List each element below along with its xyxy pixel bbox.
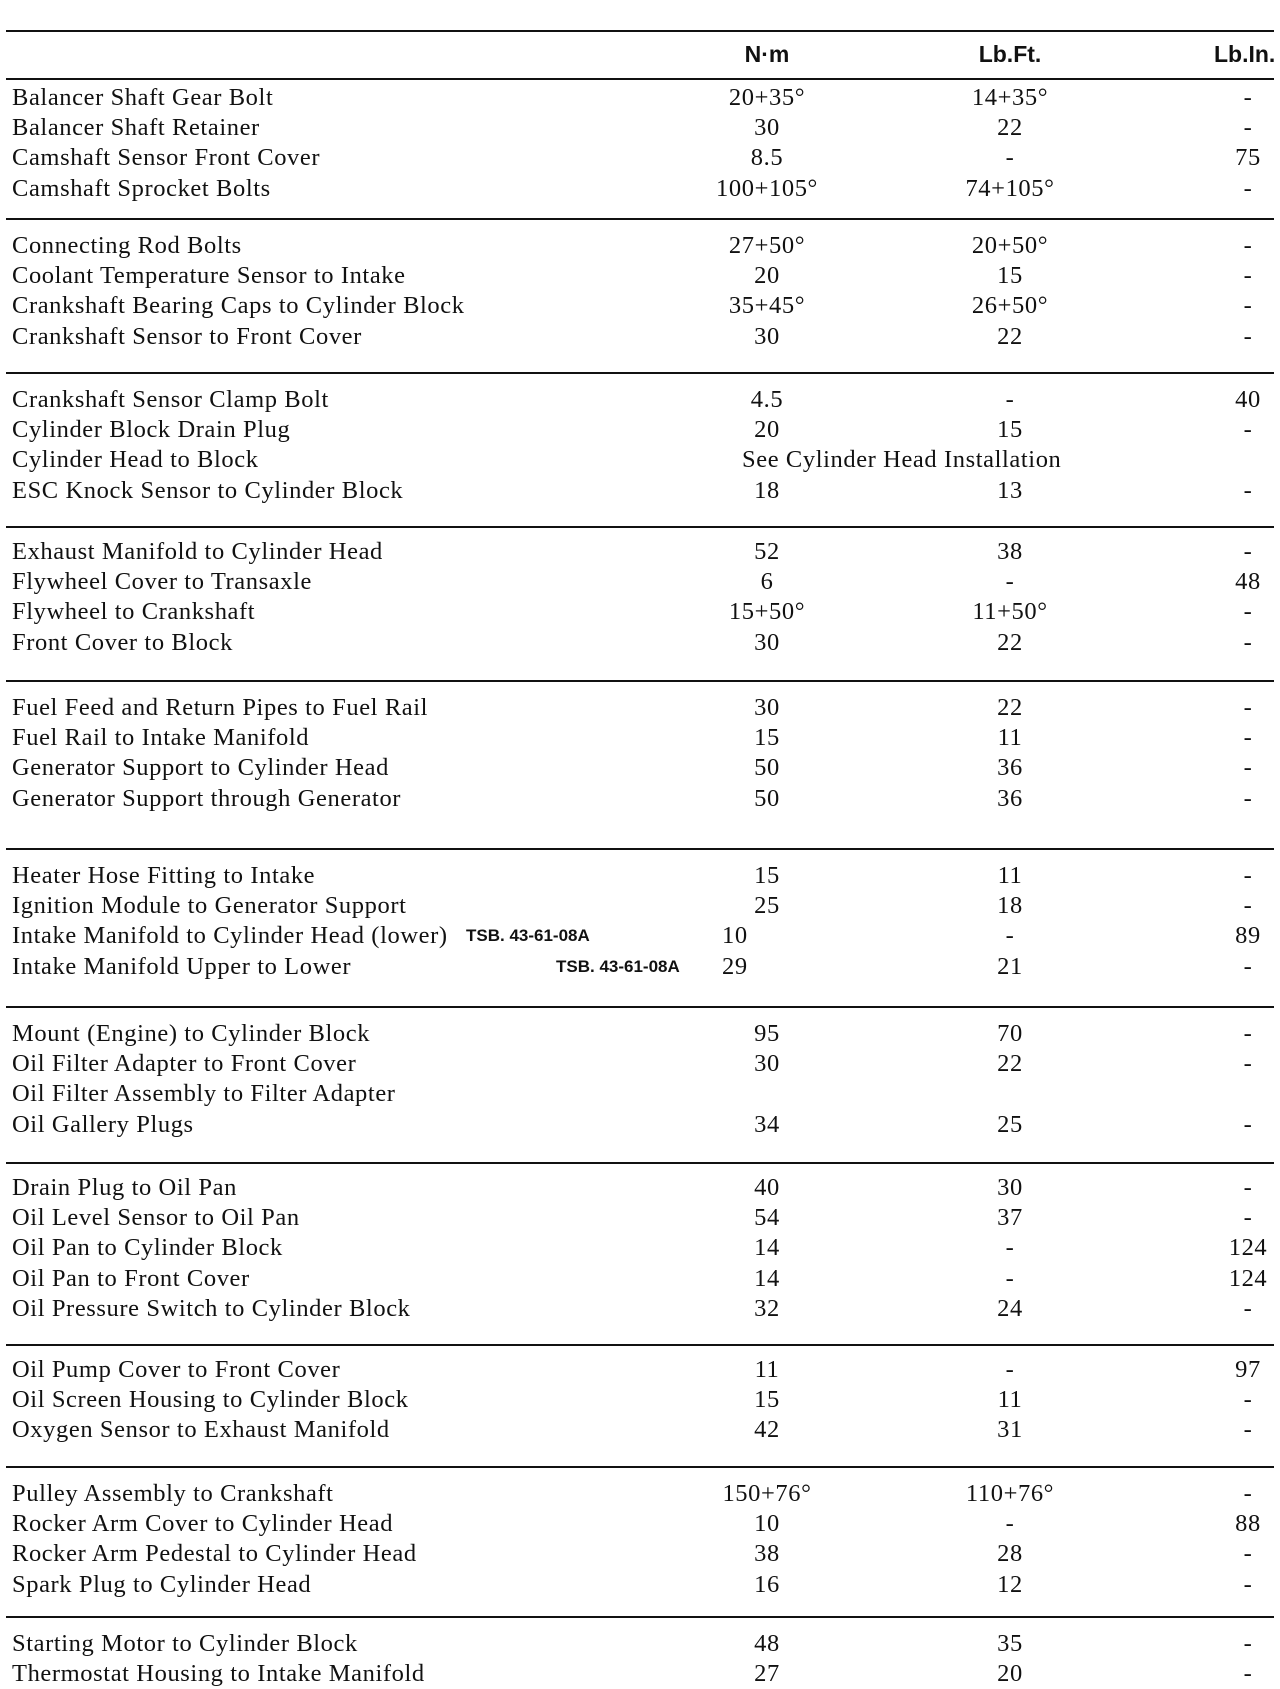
value-nm: 18: [754, 476, 780, 504]
value-nm: 35+45°: [728, 292, 806, 320]
value-lbft: 20+50°: [971, 232, 1049, 259]
value-nm: 20+35°: [728, 84, 806, 111]
spec-name: Flywheel to Crankshaft: [12, 598, 256, 626]
header-lbin: Lb.In.: [1214, 41, 1276, 67]
spec-name: Thermostat Housing to Intake Manifold: [12, 1660, 425, 1688]
value-lbin: -: [1243, 694, 1253, 721]
spec-name: Front Cover to Block: [12, 628, 233, 656]
value-lbin: -: [1243, 724, 1253, 752]
value-lbin: -: [1243, 1570, 1253, 1598]
group-divider: [6, 1006, 1274, 1008]
table-row: [0, 860, 1280, 891]
table-row: [0, 1414, 1280, 1445]
value-lbin: 124: [1228, 1264, 1268, 1292]
table-row: [0, 1354, 1280, 1385]
group-divider: [6, 526, 1274, 528]
group-divider: [6, 848, 1274, 850]
value-lbft: 28: [997, 1540, 1023, 1568]
spec-name: Spark Plug to Cylinder Head: [12, 1570, 312, 1598]
spec-name: Heater Hose Fitting to Intake: [12, 862, 316, 889]
value-lbft: 22: [997, 694, 1023, 721]
table-row: [0, 596, 1280, 627]
value-lbin: -: [1243, 1480, 1253, 1507]
table-row: [0, 1109, 1280, 1140]
spec-name: Intake Manifold to Cylinder Head (lower): [12, 922, 448, 950]
value-nm: 27+50°: [728, 232, 806, 259]
spec-name: ESC Knock Sensor to Cylinder Block: [12, 476, 404, 504]
value-lbft: -: [1005, 1356, 1015, 1383]
value-nm: 42: [754, 1416, 780, 1444]
table-row: [0, 1202, 1280, 1233]
value-lbft: 14+35°: [971, 84, 1049, 111]
table-row: [0, 82, 1280, 113]
value-lbft: 26+50°: [971, 292, 1049, 320]
table-row: [0, 1172, 1280, 1203]
spec-name: Pulley Assembly to Crankshaft: [12, 1480, 334, 1507]
top-rule: [6, 30, 1274, 32]
group-divider: [6, 218, 1274, 220]
table-row: [0, 112, 1280, 143]
table-row: [0, 1508, 1280, 1539]
value-lbin: -: [1243, 628, 1253, 656]
table-row: [0, 260, 1280, 291]
value-nm: 15: [754, 724, 780, 752]
table-row: [0, 890, 1280, 921]
value-lbin: -: [1243, 1020, 1253, 1047]
value-nm: 38: [754, 1540, 780, 1568]
table-row: [0, 692, 1280, 723]
table-row: [0, 1078, 1280, 1109]
value-nm: 150+76°: [722, 1480, 812, 1507]
spec-name: Connecting Rod Bolts: [12, 232, 242, 259]
value-lbft: -: [1005, 1234, 1015, 1262]
value-nm: 50: [754, 754, 780, 782]
spec-name: Camshaft Sensor Front Cover: [12, 144, 321, 172]
value-lbin: -: [1243, 1416, 1253, 1444]
table-row: [0, 783, 1280, 814]
spec-name: Crankshaft Sensor to Front Cover: [12, 322, 362, 350]
value-lbft: 15: [997, 416, 1023, 444]
value-lbft: 11: [997, 1386, 1023, 1414]
table-row: [0, 444, 1280, 475]
table-row: [0, 1628, 1280, 1659]
value-lbin: -: [1243, 1660, 1253, 1688]
table-row: [0, 752, 1280, 783]
value-lbft: 36: [997, 784, 1023, 812]
value-nm: 50: [754, 784, 780, 812]
table-row: [0, 1048, 1280, 1079]
table-row: [0, 1538, 1280, 1569]
spec-name: Oil Pan to Cylinder Block: [12, 1234, 283, 1262]
value-lbin: -: [1243, 1386, 1253, 1414]
value-nm: 20: [754, 416, 780, 444]
value-lbin: -: [1243, 1204, 1253, 1232]
table-row: [0, 142, 1280, 173]
table-row: [0, 173, 1280, 204]
value-lbft: 18: [997, 892, 1023, 920]
table-row: [0, 321, 1280, 352]
value-nm: 29: [722, 952, 748, 980]
spec-name: Cylinder Head to Block: [12, 446, 259, 474]
value-lbft: -: [1005, 386, 1015, 413]
spec-name: Cylinder Block Drain Plug: [12, 416, 291, 444]
spec-name: Drain Plug to Oil Pan: [12, 1174, 237, 1201]
spec-name: Rocker Arm Cover to Cylinder Head: [12, 1510, 394, 1538]
spec-name: Oil Filter Adapter to Front Cover: [12, 1050, 357, 1078]
value-nm: 27: [754, 1660, 780, 1688]
value-lbin: -: [1243, 1540, 1253, 1568]
spec-name: Fuel Rail to Intake Manifold: [12, 724, 310, 752]
value-lbin: 48: [1235, 568, 1261, 596]
spec-name: Intake Manifold Upper to Lower: [12, 952, 352, 980]
value-lbft: 35: [997, 1630, 1023, 1657]
table-row: [0, 1478, 1280, 1509]
value-lbin: -: [1243, 84, 1253, 111]
spec-name: Balancer Shaft Gear Bolt: [12, 84, 274, 111]
value-lbin: 75: [1235, 144, 1261, 172]
spec-name: Exhaust Manifold to Cylinder Head: [12, 538, 383, 565]
value-nm: 30: [754, 114, 780, 142]
value-nm: 20: [754, 262, 780, 290]
value-nm: 11: [754, 1356, 780, 1383]
table-row: [0, 920, 1280, 951]
value-nm: 15+50°: [728, 598, 806, 626]
group-divider: [6, 680, 1274, 682]
spec-name: Starting Motor to Cylinder Block: [12, 1630, 358, 1657]
value-nm: 40: [754, 1174, 780, 1201]
value-nm: 15: [754, 862, 780, 889]
value-lbin: 97: [1235, 1356, 1261, 1383]
value-lbft: 22: [997, 1050, 1023, 1078]
tsb-reference: TSB. 43-61-08A: [466, 926, 590, 946]
value-lbin: -: [1243, 784, 1253, 812]
value-lbft: 37: [997, 1204, 1023, 1232]
value-nm: 54: [754, 1204, 780, 1232]
table-row: [0, 414, 1280, 445]
spec-name: Oil Filter Assembly to Filter Adapter: [12, 1080, 396, 1108]
spec-name: Oil Pump Cover to Front Cover: [12, 1356, 341, 1383]
value-nm: 32: [754, 1294, 780, 1322]
value-lbft: 13: [997, 476, 1023, 504]
table-row: [0, 722, 1280, 753]
table-row: [0, 1018, 1280, 1049]
spec-name: Ignition Module to Generator Support: [12, 892, 407, 920]
table-row: [0, 627, 1280, 658]
spec-name: Camshaft Sprocket Bolts: [12, 174, 271, 202]
spec-name: Generator Support through Generator: [12, 784, 402, 812]
value-lbin: -: [1243, 232, 1253, 259]
value-lbin: -: [1243, 476, 1253, 504]
tsb-reference: TSB. 43-61-08A: [556, 956, 680, 976]
value-nm: 48: [754, 1630, 780, 1657]
value-lbin: -: [1243, 1174, 1253, 1201]
group-divider: [6, 372, 1274, 374]
value-lbft: 25: [997, 1110, 1023, 1138]
table-row: [0, 1569, 1280, 1600]
table-row: [0, 536, 1280, 567]
group-divider: [6, 1162, 1274, 1164]
group-divider: [6, 1466, 1274, 1468]
value-nm: 4.5: [750, 386, 784, 413]
value-nm: 14: [754, 1234, 780, 1262]
value-nm: 16: [754, 1570, 780, 1598]
value-lbft: 24: [997, 1294, 1023, 1322]
value-lbft: 20: [997, 1660, 1023, 1688]
value-lbin: -: [1243, 862, 1253, 889]
value-lbin: -: [1243, 262, 1253, 290]
value-lbft: 74+105°: [965, 174, 1055, 202]
value-lbin: 88: [1235, 1510, 1261, 1538]
value-nm: 52: [754, 538, 780, 565]
value-nm: 30: [754, 628, 780, 656]
spec-name: Crankshaft Sensor Clamp Bolt: [12, 386, 329, 413]
table-row: [0, 1293, 1280, 1324]
value-lbft: -: [1005, 922, 1015, 950]
value-nm: 14: [754, 1264, 780, 1292]
spec-name: Balancer Shaft Retainer: [12, 114, 260, 142]
value-lbft: 11: [997, 724, 1023, 752]
value-nm: 30: [754, 1050, 780, 1078]
value-lbin: -: [1243, 1110, 1253, 1138]
value-lbft: 36: [997, 754, 1023, 782]
value-lbft: 21: [997, 952, 1023, 980]
value-lbin: -: [1243, 538, 1253, 565]
value-lbin: -: [1243, 892, 1253, 920]
value-lbin: -: [1243, 292, 1253, 320]
spec-name: Oil Screen Housing to Cylinder Block: [12, 1386, 409, 1414]
value-lbft: 22: [997, 628, 1023, 656]
spec-name: Fuel Feed and Return Pipes to Fuel Rail: [12, 694, 429, 721]
value-lbft: -: [1005, 144, 1015, 172]
group-divider: [6, 1616, 1274, 1618]
value-lbin: -: [1243, 322, 1253, 350]
spec-name: Oil Pan to Front Cover: [12, 1264, 250, 1292]
value-nm: 15: [754, 1386, 780, 1414]
value-nm: 10: [722, 922, 748, 950]
table-row: [0, 475, 1280, 506]
value-lbft: 31: [997, 1416, 1023, 1444]
header-lbft: Lb.Ft.: [978, 41, 1042, 67]
value-nm: 34: [754, 1110, 780, 1138]
value-lbin: -: [1243, 952, 1253, 980]
value-lbft: 38: [997, 538, 1023, 565]
value-lbin: -: [1243, 598, 1253, 626]
table-row: [0, 384, 1280, 415]
spec-name: Mount (Engine) to Cylinder Block: [12, 1020, 371, 1047]
value-lbin: -: [1243, 1294, 1253, 1322]
value-lbft: -: [1005, 568, 1015, 596]
value-lbft: -: [1005, 1264, 1015, 1292]
value-lbin: -: [1243, 754, 1253, 782]
spec-name: Oil Pressure Switch to Cylinder Block: [12, 1294, 411, 1322]
table-row: [0, 230, 1280, 261]
value-nm: 6: [760, 568, 774, 596]
value-lbft: -: [1005, 1510, 1015, 1538]
spec-name: Crankshaft Bearing Caps to Cylinder Block: [12, 292, 465, 320]
table-row: [0, 1232, 1280, 1263]
value-lbin: 89: [1235, 922, 1261, 950]
value-lbft: 110+76°: [965, 1480, 1055, 1507]
value-nm: 30: [754, 322, 780, 350]
value-nm: 30: [754, 694, 780, 721]
value-lbft: 22: [997, 322, 1023, 350]
spec-name: Oxygen Sensor to Exhaust Manifold: [12, 1416, 390, 1444]
spec-note: See Cylinder Head Installation: [742, 446, 1062, 474]
spec-name: Generator Support to Cylinder Head: [12, 754, 389, 782]
value-lbin: -: [1243, 1050, 1253, 1078]
value-lbft: 70: [997, 1020, 1023, 1047]
table-row: [0, 951, 1280, 982]
group-divider: [6, 1344, 1274, 1346]
value-nm: 95: [754, 1020, 780, 1047]
value-lbin: 40: [1235, 386, 1261, 413]
value-nm: 100+105°: [716, 174, 818, 202]
table-row: [0, 566, 1280, 597]
value-lbft: 15: [997, 262, 1023, 290]
table-row: [0, 1384, 1280, 1415]
table-row: [0, 290, 1280, 321]
value-lbin: -: [1243, 114, 1253, 142]
value-lbin: -: [1243, 174, 1253, 202]
value-lbin: 124: [1228, 1234, 1268, 1262]
value-nm: 8.5: [750, 144, 784, 172]
spec-name: Coolant Temperature Sensor to Intake: [12, 262, 406, 290]
value-nm: 10: [754, 1510, 780, 1538]
value-lbft: 11+50°: [972, 598, 1048, 626]
value-lbin: -: [1243, 1630, 1253, 1657]
table-row: [0, 1658, 1280, 1689]
table-header: [0, 34, 1280, 74]
value-lbft: 11: [997, 862, 1023, 889]
table-row: [0, 1263, 1280, 1294]
spec-name: Oil Level Sensor to Oil Pan: [12, 1204, 300, 1232]
value-lbft: 22: [997, 114, 1023, 142]
header-rule: [6, 78, 1274, 80]
value-lbin: -: [1243, 416, 1253, 444]
value-nm: 25: [754, 892, 780, 920]
value-lbft: 12: [997, 1570, 1023, 1598]
spec-name: Oil Gallery Plugs: [12, 1110, 194, 1138]
spec-name: Rocker Arm Pedestal to Cylinder Head: [12, 1540, 417, 1568]
value-lbft: 30: [997, 1174, 1023, 1201]
header-nm: N·m: [744, 41, 790, 67]
spec-name: Flywheel Cover to Transaxle: [12, 568, 312, 596]
